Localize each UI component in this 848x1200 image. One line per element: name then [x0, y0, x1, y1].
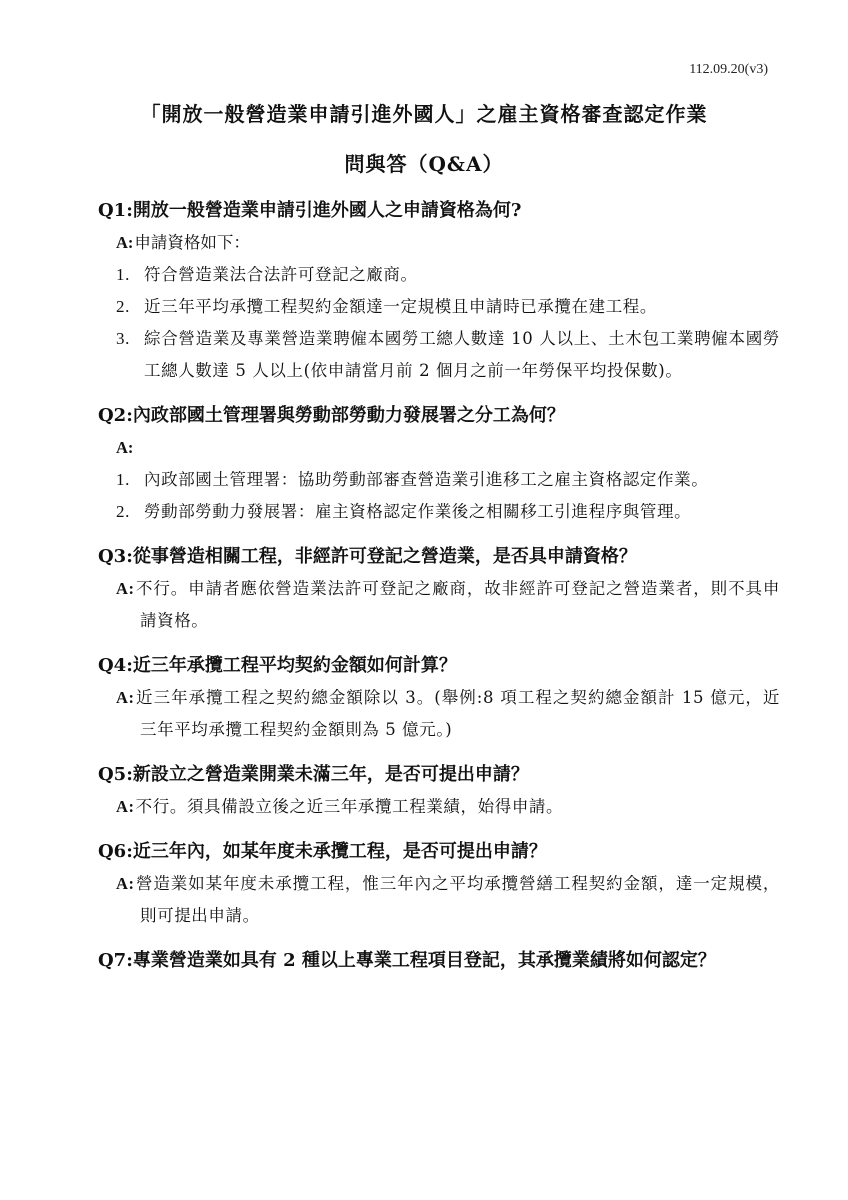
list-item-text: 符合營造業法合法許可登記之廠商。	[144, 265, 418, 284]
answer-label: A:	[116, 797, 135, 816]
qa-block-6	[100, 837, 780, 932]
list-item	[100, 291, 780, 323]
answer-2	[116, 432, 780, 464]
answer-label: A:	[116, 438, 134, 457]
list-item-number: 1.	[116, 470, 130, 489]
answer-5	[116, 791, 780, 823]
list-item-number: 3.	[116, 329, 130, 348]
answer-text: 不行。申請者應依營造業法許可登記之廠商，故非經許可登記之營造業者，則不具申請資格。	[135, 579, 780, 630]
question-6: Q6:近三年內，如某年度未承攬工程，是否可提出申請？	[98, 841, 547, 862]
qa-block-4	[100, 651, 780, 746]
list-item	[100, 259, 780, 291]
answer-text: 營造業如某年度未承攬工程，惟三年內之平均承攬營繕工程契約金額，達一定規模，則可提出申請。	[135, 874, 780, 925]
answer-2-list	[100, 464, 780, 528]
qa-list	[100, 196, 780, 990]
document-subtitle: 問與答（Q&A）	[344, 152, 504, 176]
list-item	[100, 323, 780, 387]
answer-label: A:	[116, 874, 135, 893]
list-item-text: 內政部國土管理署：協助勞動部審查營造業引進移工之雇主資格認定作業。	[144, 470, 709, 489]
list-item	[100, 464, 780, 496]
qa-block-5	[100, 760, 780, 823]
qa-block-7	[100, 946, 780, 976]
list-item-text: 勞動部勞動力發展署：雇主資格認定作業後之相關移工引進程序與管理。	[144, 502, 692, 521]
question-3: Q3:從事營造相關工程，非經許可登記之營造業，是否具申請資格？	[98, 546, 637, 567]
answer-4	[116, 682, 780, 746]
answer-text: 近三年承攬工程之契約總金額除以 3。(舉例:8 項工程之契約總金額計 15 億元，近三年平均承攬工程契約金額則為 5 億元。)	[135, 688, 780, 739]
question-7: Q7:專業營造業如具有 2 種以上專業工程項目登記，其承攬業績將如何認定？	[98, 950, 716, 971]
answer-1-list	[100, 259, 780, 387]
qa-block-2	[100, 401, 780, 528]
answer-6	[116, 868, 780, 932]
question-2: Q2:內政部國土管理署與勞動部勞動力發展署之分工為何？	[98, 405, 565, 426]
list-item-text: 綜合營造業及專業營造業聘僱本國勞工總人數達 10 人以上、土木包工業聘僱本國勞工總人數達 5 人以上(依申請當月前 2 個月之前一年勞保平均投保數)。	[144, 329, 780, 380]
answer-label: A:	[116, 233, 134, 252]
version-label: 112.09.20(v3)	[689, 62, 768, 77]
answer-text: 申請資格如下：	[134, 233, 250, 252]
list-item-number: 1.	[116, 265, 130, 284]
answer-1	[116, 227, 780, 259]
answer-3	[116, 573, 780, 637]
qa-block-1	[100, 196, 780, 387]
answer-text: 不行。須具備設立後之近三年承攬工程業績，始得申請。	[135, 797, 564, 816]
list-item-number: 2.	[116, 297, 130, 316]
answer-label: A:	[116, 579, 135, 598]
list-item-number: 2.	[116, 502, 130, 521]
qa-block-3	[100, 542, 780, 637]
question-1: Q1:開放一般營造業申請引進外國人之申請資格為何?	[98, 200, 522, 221]
list-item-text: 近三年平均承攬工程契約金額達一定規模且申請時已承攬在建工程。	[144, 297, 657, 316]
document-title: 「開放一般營造業申請引進外國人」之雇主資格審查認定作業	[140, 102, 708, 126]
question-4: Q4:近三年承攬工程平均契約金額如何計算？	[98, 655, 457, 676]
list-item	[100, 496, 780, 528]
question-5: Q5:新設立之營造業開業未滿三年，是否可提出申請？	[98, 764, 529, 785]
answer-label: A:	[116, 688, 135, 707]
